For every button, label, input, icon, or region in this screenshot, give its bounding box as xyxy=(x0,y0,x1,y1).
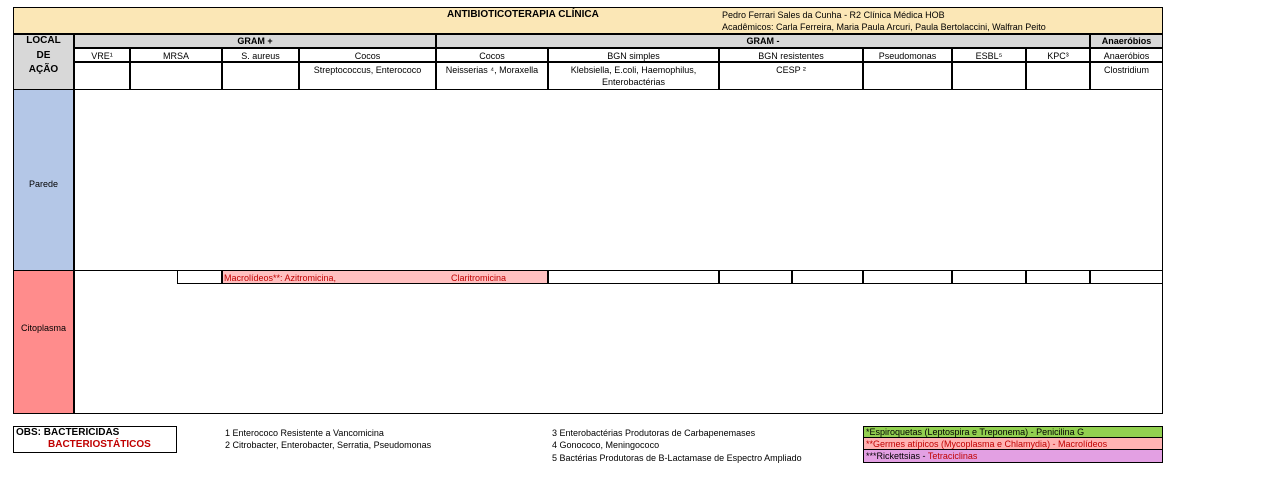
cito-row-cell xyxy=(792,270,863,284)
obs-bacteriostaticos: BACTERIOSTÁTICOS xyxy=(48,439,151,450)
col-sub-vre xyxy=(74,62,130,90)
acao-label: AÇÃO xyxy=(28,64,59,75)
anaerobios-group-label: Anaeróbios xyxy=(1101,36,1152,46)
cito-row-cell xyxy=(177,270,222,284)
col-name-bgn-resistentes: BGN resistentes xyxy=(758,51,824,61)
col-sub-kpc xyxy=(1026,62,1090,90)
organisms-anaerobios: Clostridium xyxy=(1103,65,1149,75)
footnote-2: 2 Citrobacter, Enterobacter, Serratia, Pseudomonas xyxy=(225,440,432,450)
legend-rickettsias-label: ***Rickettsias - xyxy=(866,451,928,461)
col-name-cocos-pos: Cocos xyxy=(354,51,381,61)
col-name-mrsa: MRSA xyxy=(162,51,189,61)
author-line: Pedro Ferrari Sales da Cunha - R2 Clínica Médica HOB xyxy=(722,10,945,20)
cito-row-cell xyxy=(719,270,792,284)
organisms-cocos-neg: Neisserias ⁴, Moraxella xyxy=(445,65,539,75)
academics-line: Acadêmicos: Carla Ferreira, Maria Paula Arcuri, Paula Bertolaccini, Walfran Peito xyxy=(722,22,1046,32)
col-name-anaerobios: Anaeróbios xyxy=(1103,51,1150,61)
footnote-1: 1 Enterococo Resistente a Vancomicina xyxy=(225,428,384,438)
parede-area xyxy=(74,89,1163,271)
cito-row-cell xyxy=(1090,270,1163,284)
gram-neg-label: GRAM - xyxy=(746,36,780,46)
citoplasma-label-cell xyxy=(13,270,74,414)
col-name-esbl: ESBL⁵ xyxy=(975,51,1003,61)
organisms-bgn-resistentes: CESP ² xyxy=(776,65,806,75)
footnote-3: 3 Enterobactérias Produtoras de Carbapenemases xyxy=(552,428,756,438)
macrolideos-text: Macrolídeos**: Azitromicina, xyxy=(224,273,337,283)
footnote-4: 4 Gonococo, Meningococo xyxy=(552,440,660,450)
obs-bactericidas: OBS: BACTERICIDAS xyxy=(16,427,120,438)
page-title: ANTIBIOTICOTERAPIA CLÍNICA xyxy=(447,9,599,20)
col-name-vre: VRE¹ xyxy=(91,51,113,61)
col-sub-mrsa xyxy=(130,62,222,90)
legend-espiroquetas-text: *Espiroquetas (Leptospira e Treponema) - Penicilina G xyxy=(866,427,1085,437)
col-sub-saureus xyxy=(222,62,299,90)
cito-row-cell xyxy=(952,270,1026,284)
citoplasma-area xyxy=(74,270,1163,414)
cito-row-cell xyxy=(863,270,952,284)
organisms-cocos-pos: Streptococcus, Enterococo xyxy=(313,65,422,75)
de-label: DE xyxy=(36,50,51,61)
col-name-bgn-simples: BGN simples xyxy=(607,51,660,61)
col-name-kpc: KPC³ xyxy=(1047,51,1069,61)
legend-germes-text: **Germes atípicos (Mycoplasma e Chlamydia) - Macrolídeos xyxy=(866,439,1108,449)
footnote-5: 5 Bactérias Produtoras de B-Lactamase de Espectro Ampliado xyxy=(552,453,802,463)
organisms-bgn-simples-2: Enterobactérias xyxy=(601,77,666,87)
col-name-saureus: S. aureus xyxy=(241,51,280,61)
col-name-cocos-neg: Cocos xyxy=(479,51,505,61)
citoplasma-label: Citoplasma xyxy=(20,323,67,333)
legend-rickettsias-text xyxy=(866,451,977,461)
parede-label: Parede xyxy=(28,179,59,189)
claritromicina-text: Claritromicina xyxy=(451,273,507,283)
legend-tetraciclinas: Tetraciclinas xyxy=(927,451,978,461)
cito-row-cell xyxy=(1026,270,1090,284)
cito-row-cell xyxy=(548,270,719,284)
local-label: LOCAL xyxy=(26,35,61,46)
col-name-pseudomonas: Pseudomonas xyxy=(878,51,937,61)
organisms-bgn-simples: Klebsiella, E.coli, Haemophilus, xyxy=(570,65,697,75)
gram-pos-label: GRAM + xyxy=(237,36,273,46)
col-sub-esbl xyxy=(952,62,1026,90)
col-sub-pseudomonas xyxy=(863,62,952,90)
